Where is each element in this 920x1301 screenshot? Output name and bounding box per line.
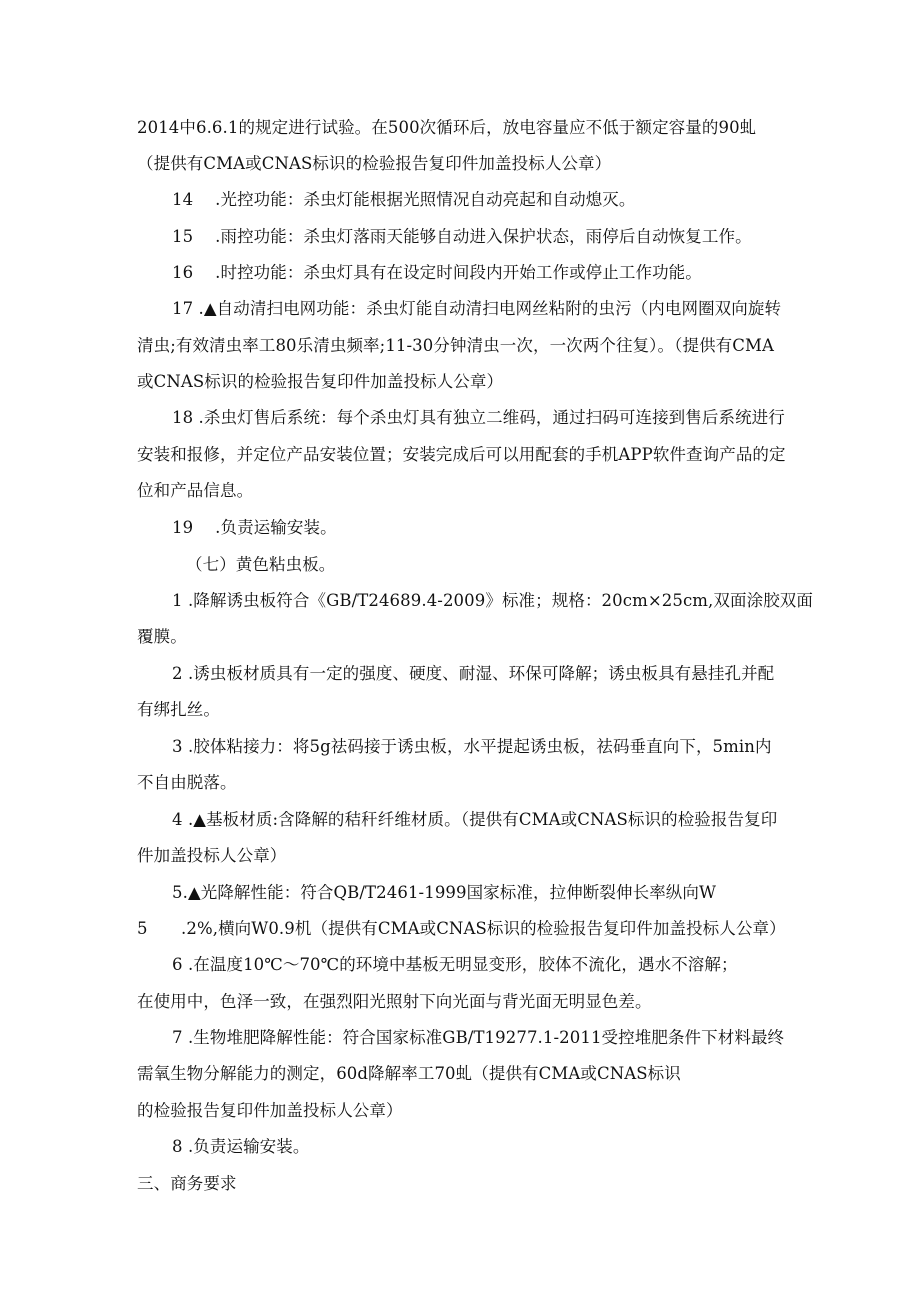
text-line-23-number: 5 (137, 919, 148, 938)
text-line-17: 有绑扎丝。 (137, 700, 220, 719)
text-line-4: 15 .雨控功能：杀虫灯落雨天能够自动进入保护状态，雨停后自动恢复工作。 (172, 227, 752, 246)
text-line-23: .2%,横向W0.9机（提供有CMA或CNAS标识的检验报告复印件加盖投标人公章） (181, 919, 786, 938)
text-line-15: 覆膜。 (137, 627, 187, 646)
text-line-14: 1 .降解诱虫板符合《GB/T24689.4-2009》标准；规格：20cm×25cm,双面涂胶双面 (172, 591, 813, 610)
text-line-25: 在使用中，色泽一致，在强烈阳光照射下向光面与背光面无明显色差。 (137, 992, 652, 1011)
text-line-20: 4 .▲基板材质:含降解的秸秆纤维材质。（提供有CMA或CNAS标识的检验报告复印 (172, 810, 778, 829)
text-line-10: 安装和报修，并定位产品安装位置；安装完成后可以用配套的手机APP软件查询产品的定 (137, 445, 786, 464)
text-line-26: 7 .生物堆肥降解性能：符合国家标准GB/T19277.1-2011受控堆肥条件下材料最终 (172, 1028, 785, 1047)
text-line-21: 件加盖投标人公章） (137, 846, 287, 865)
text-line-11: 位和产品信息。 (137, 481, 254, 500)
text-line-29: 8 .负责运输安装。 (172, 1137, 310, 1156)
section-heading-business: 三、商务要求 (137, 1174, 237, 1193)
text-line-2: （提供有CMA或CNAS标识的检验报告复印件加盖投标人公章） (137, 154, 612, 173)
text-line-18: 3 .胶体粘接力：将5g祛码接于诱虫板，水平提起诱虫板，祛码垂直向下，5min内 (172, 737, 772, 756)
text-line-3: 14 .光控功能：杀虫灯能根据光照情况自动亮起和自动熄灭。 (172, 190, 636, 209)
text-line-12: 19 .负责运输安装。 (172, 518, 337, 537)
text-line-19: 不自由脱落。 (137, 773, 237, 792)
text-line-5: 16 .时控功能：杀虫灯具有在设定时间段内开始工作或停止工作功能。 (172, 263, 702, 282)
text-line-28: 的检验报告复印件加盖投标人公章） (137, 1101, 403, 1120)
text-line-22: 5.▲光降解性能：符合QB/T2461-1999国家标准，拉伸断裂伸长率纵向W (172, 883, 717, 902)
text-line-24: 6 .在温度10℃～70℃的环境中基板无明显变形，胶体不流化，遇水不溶解； (172, 955, 738, 974)
text-line-6: 17 .▲自动清扫电网功能：杀虫灯能自动清扫电网丝粘附的虫污（内电网圈双向旋转 (172, 299, 782, 318)
text-line-8: 或CNAS标识的检验报告复印件加盖投标人公章） (137, 372, 504, 391)
text-line-7: 清虫;有效清虫率工80乐清虫频率;11-30分钟清虫一次，一次两个往复）。（提供有CMA (137, 336, 775, 355)
text-line-16: 2 .诱虫板材质具有一定的强度、硬度、耐湿、环保可降解；诱虫板具有悬挂孔并配 (172, 664, 775, 683)
section-heading-seven: （七）黄色粘虫板。 (186, 555, 336, 574)
text-line-1: 2014中6.6.1的规定进行试验。在500次循环后，放电容量应不低于额定容量的90虬 (137, 118, 757, 137)
text-line-9: 18 .杀虫灯售后系统：每个杀虫灯具有独立二维码，通过扫码可连接到售后系统进行 (172, 408, 785, 427)
text-line-27: 需氧生物分解能力的测定，60d降解率工70虬（提供有CMA或CNAS标识 (137, 1064, 681, 1083)
